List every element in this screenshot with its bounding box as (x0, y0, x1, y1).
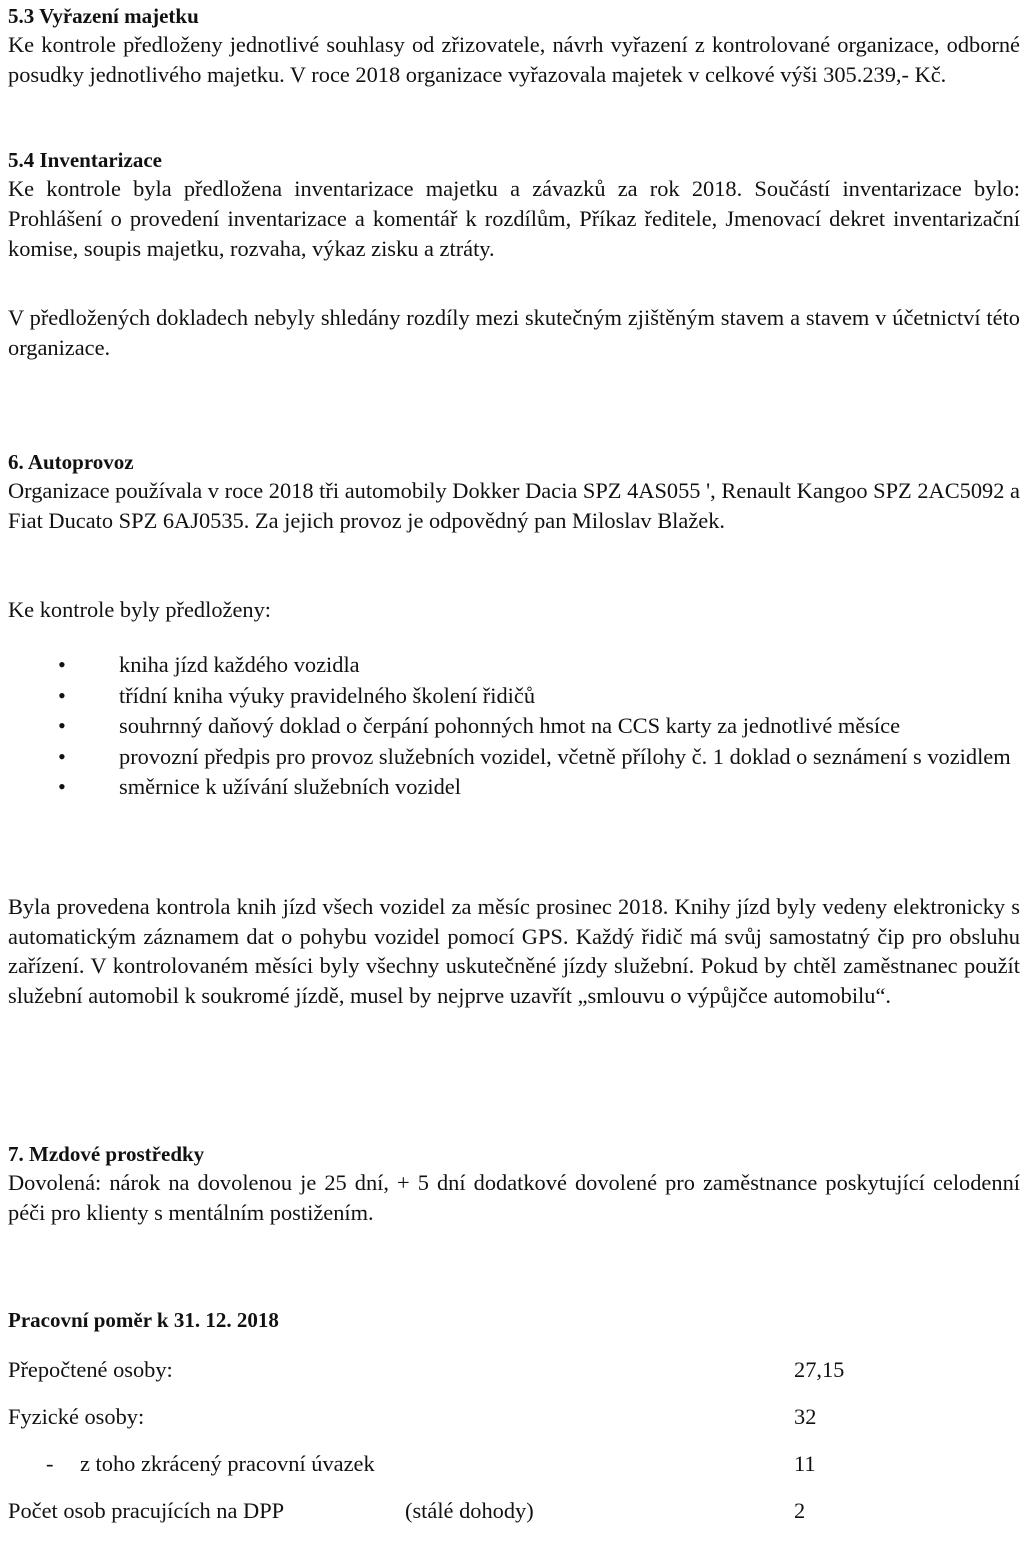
stat-row (8, 1402, 1020, 1449)
paragraph: V předložených dokladech nebyly shledány rozdíly mezi skutečným zjištěným stavem a stavem v účetnictví této organizace. (8, 305, 1020, 360)
list-item (8, 681, 1020, 712)
section-heading: 5.4 Inventarizace (8, 148, 162, 172)
stat-row (8, 1355, 1020, 1402)
stat-value: 2 (794, 1498, 806, 1523)
bullet-icon: • (58, 652, 66, 677)
paragraph: Organizace používala v roce 2018 tři automobily Dokker Dacia SPZ 4AS055 ', Renault Kangoo SPZ 2AC5092 a Fiat Ducato SPZ 6AJ0535. Za jejich provoz je odpovědný pan Miloslav Blažek. (8, 478, 1020, 533)
list-item (8, 772, 1020, 803)
stat-row (8, 1496, 1020, 1543)
section-heading: 5.3 Vyřazení majetku (8, 4, 199, 28)
stat-value: 27,15 (794, 1357, 845, 1382)
paragraph: Ke kontrole byla předložena inventarizace majetku a závazků za rok 2018. Součástí inventarizace bylo: Prohlášení o provedení inventarizace a komentář k rozdílům, Příkaz ředitele, Jmenovací dekret inventarizační komise, soupis majetku, rozvaha, výkaz zisku a ztráty. (8, 176, 1020, 261)
list-item-text: provozní předpis pro provoz služebních vozidel, včetně přílohy č. 1 doklad o seznámení s vozidlem (119, 743, 1011, 769)
stat-label: z toho zkrácený pracovní úvazek (80, 1451, 375, 1476)
bullet-icon: • (58, 774, 66, 799)
bullet-icon: • (58, 713, 66, 738)
stat-label: Přepočtené osoby: (8, 1357, 173, 1382)
section-asset-disposal (8, 2, 1020, 90)
section-wages (8, 1140, 1020, 1228)
presented-documents-list (8, 650, 1020, 803)
list-item (8, 711, 1020, 742)
section-heading: 7. Mzdové prostředky (8, 1142, 205, 1166)
employment-heading: Pracovní poměr k 31. 12. 2018 (8, 1308, 279, 1332)
stat-note: (stálé dohody) (405, 1498, 534, 1523)
list-item (8, 742, 1020, 773)
stat-row (8, 1449, 1020, 1496)
paragraph: Ke kontrole byly předloženy: (8, 597, 272, 622)
paragraph: Ke kontrole předloženy jednotlivé souhlasy od zřizovatele, návrh vyřazení z kontrolované organizace, odborné posudky jednotlivého majetku. V roce 2018 organizace vyřazovala majetek v celkové výši 305.239,- Kč. (8, 32, 1020, 87)
stat-value: 32 (794, 1404, 817, 1429)
list-item-text: kniha jízd každého vozidla (119, 652, 360, 677)
bullet-icon: • (58, 682, 66, 708)
section-heading: 6. Autoprovoz (8, 450, 134, 474)
section-vehicles (8, 448, 1020, 536)
list-item-text: směrnice k užívání služebních vozidel (119, 774, 461, 799)
section-inventory (8, 146, 1020, 264)
bullet-icon: • (58, 743, 66, 769)
list-item-text: souhrnný daňový doklad o čerpání pohonných hmot na CCS karty za jednotlivé měsíce (119, 713, 901, 738)
paragraph: Byla provedena kontrola knih jízd všech vozidel za měsíc prosinec 2018. Knihy jízd byly vedeny elektronicky s automatickým záznamem dat o pohybu vozidel pomocí GPS. Každý řidič má svůj samostatný čip pro obsluhu zařízení. V kontrolovaném měsíci byly všechny uskutečněné jízdy služební. Pokud by chtěl zaměstnanec použít služební automobil k soukromé jízdě, musel by nejprve uzavřít „smlouvu o výpůjčce automobilu“. (8, 894, 1020, 1008)
stat-label: Fyzické osoby: (8, 1404, 145, 1429)
list-item (8, 650, 1020, 681)
stat-label: Počet osob pracujících na DPP (8, 1498, 285, 1523)
employment-stats (8, 1355, 1020, 1543)
stat-value: 11 (794, 1451, 816, 1476)
list-item-text: třídní kniha výuky pravidelného školení řidičů (119, 682, 536, 708)
dash-icon: - (46, 1451, 54, 1476)
paragraph: Dovolená: nárok na dovolenou je 25 dní, + 5 dní dodatkové dovolené pro zaměstnance poskytující celodenní péči pro klienty s mentálním postižením. (8, 1170, 1020, 1225)
